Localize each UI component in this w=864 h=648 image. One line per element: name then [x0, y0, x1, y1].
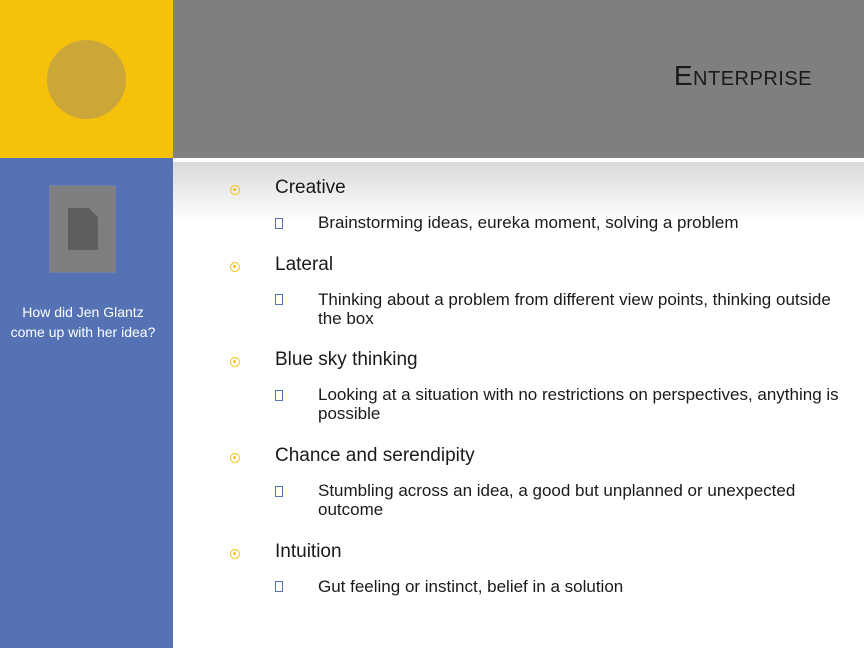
bullet-heading: Lateral [275, 254, 334, 275]
sub-bullet-icon [275, 218, 283, 229]
sub-bullet-icon [275, 581, 283, 592]
bullet-icon [230, 549, 240, 559]
bullet-detail: Gut feeling or instinct, belief in a solution [318, 577, 624, 596]
slide-title: ENTERPRISE [673, 60, 812, 91]
bullet-detail: Thinking about a problem from different view points, thinking outside the box [318, 290, 831, 328]
sub-bullet-icon [275, 486, 283, 497]
document-icon [68, 208, 98, 250]
bullet-detail: Stumbling across an idea, a good but unplanned or unexpected outcome [318, 481, 796, 519]
bullet-heading: Intuition [275, 541, 342, 562]
yellow-corner-panel [0, 0, 173, 158]
decorative-circle [47, 40, 126, 119]
sidebar-caption: How did Jen Glantz come up with her idea? [10, 304, 156, 340]
bullet-detail: Looking at a situation with no restrictions on perspectives, anything is possible [318, 385, 839, 423]
bullet-icon [230, 453, 240, 463]
bullet-detail: Brainstorming ideas, eureka moment, solving a problem [318, 213, 739, 232]
bullet-icon [230, 262, 240, 272]
image-placeholder [49, 185, 116, 273]
bullet-heading: Creative [275, 177, 346, 198]
bullet-icon [230, 185, 240, 195]
bullet-icon [230, 357, 240, 367]
bullet-heading: Blue sky thinking [275, 349, 418, 370]
bullet-heading: Chance and serendipity [275, 445, 475, 466]
sub-bullet-icon [275, 390, 283, 401]
sub-bullet-icon [275, 294, 283, 305]
